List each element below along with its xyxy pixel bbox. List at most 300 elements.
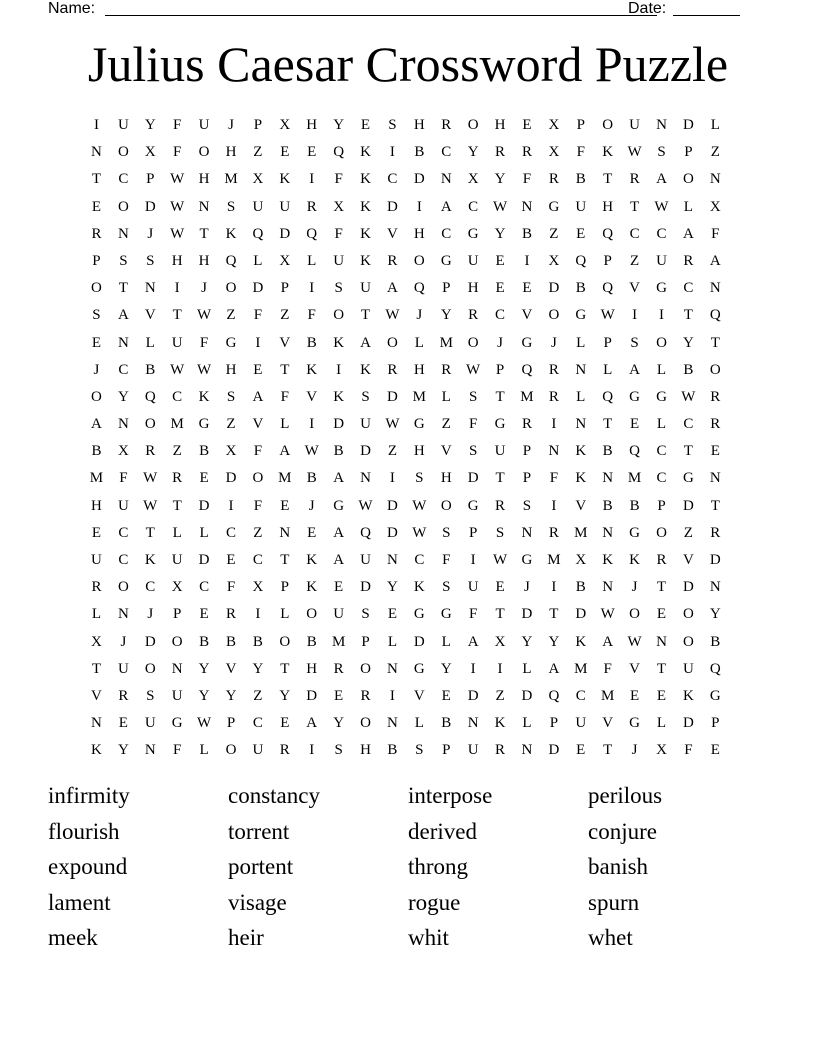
- grid-letter: N: [91, 715, 102, 732]
- grid-letter: P: [522, 470, 532, 487]
- grid-letter: I: [551, 416, 557, 433]
- grid-letter: D: [413, 633, 425, 650]
- grid-letter: Y: [494, 171, 506, 188]
- grid-letter: U: [91, 552, 102, 568]
- grid-letter: M: [439, 334, 453, 351]
- grid-letter: F: [119, 470, 128, 487]
- grid-letter: C: [414, 552, 425, 568]
- grid-letter: O: [279, 633, 291, 650]
- word-list-item: interpose: [408, 783, 493, 808]
- grid-letter: N: [521, 742, 533, 759]
- grid-letter: N: [360, 470, 371, 487]
- grid-letter: X: [575, 552, 587, 568]
- grid-letter: Z: [387, 443, 397, 460]
- grid-letter: H: [494, 117, 506, 133]
- grid-letter: K: [602, 552, 614, 568]
- grid-letter: D: [333, 416, 345, 433]
- grid-letter: P: [146, 171, 155, 188]
- grid-letter: R: [441, 361, 452, 378]
- grid-letter: J: [308, 497, 315, 514]
- grid-letter: P: [549, 715, 559, 732]
- grid-letter: O: [467, 117, 479, 133]
- grid-letter: S: [226, 198, 236, 215]
- grid-letter: X: [279, 117, 291, 133]
- grid-letter: O: [629, 606, 640, 623]
- grid-letter: J: [147, 225, 154, 242]
- grid-letter: P: [442, 280, 451, 297]
- grid-letter: S: [468, 443, 478, 460]
- grid-letter: D: [387, 497, 398, 514]
- grid-letter: D: [279, 225, 291, 242]
- grid-letter: W: [196, 361, 212, 378]
- grid-letter: Y: [117, 388, 129, 405]
- grid-letter: B: [521, 225, 532, 242]
- grid-letter: P: [173, 606, 182, 623]
- grid-letter: C: [656, 443, 667, 460]
- grid-letter: F: [253, 307, 263, 324]
- grid-letter: E: [495, 280, 505, 297]
- grid-letter: Y: [225, 687, 237, 704]
- grid-row: [83, 685, 729, 712]
- grid-letter: Z: [495, 687, 505, 704]
- grid-letter: L: [710, 117, 720, 133]
- grid-letter: R: [360, 687, 371, 704]
- grid-letter: K: [306, 552, 318, 568]
- grid-letter: O: [225, 280, 237, 297]
- grid-letter: U: [171, 552, 183, 568]
- grid-letter: L: [656, 715, 667, 732]
- grid-letter: H: [225, 361, 237, 378]
- grid-letter: M: [601, 687, 615, 704]
- grid-letter: A: [252, 388, 264, 405]
- grid-letter: T: [199, 225, 209, 242]
- grid-letter: I: [309, 280, 315, 297]
- grid-letter: G: [629, 388, 640, 405]
- grid-letter: N: [602, 524, 614, 541]
- grid-letter: E: [522, 280, 532, 297]
- grid-letter: O: [333, 307, 345, 324]
- grid-row: [83, 386, 729, 413]
- grid-letter: E: [280, 144, 290, 161]
- grid-letter: Q: [602, 280, 614, 297]
- grid-letter: G: [440, 606, 452, 623]
- grid-letter: B: [629, 497, 640, 514]
- grid-letter: P: [603, 252, 612, 269]
- grid-letter: H: [413, 117, 425, 133]
- grid-letter: L: [441, 633, 451, 650]
- grid-letter: W: [143, 470, 158, 487]
- grid-letter: R: [333, 660, 344, 677]
- grid-letter: I: [93, 117, 99, 133]
- date-line: [673, 15, 740, 16]
- grid-letter: E: [91, 198, 102, 215]
- grid-letter: Y: [440, 660, 452, 677]
- grid-letter: Z: [226, 307, 236, 324]
- grid-letter: C: [495, 307, 506, 324]
- grid-row: [83, 467, 729, 494]
- grid-letter: T: [629, 198, 640, 215]
- grid-letter: M: [224, 171, 238, 188]
- grid-letter: R: [548, 361, 559, 378]
- grid-letter: S: [361, 606, 370, 623]
- grid-letter: X: [252, 579, 264, 596]
- grid-letter: G: [467, 497, 479, 514]
- grid-letter: S: [146, 687, 155, 704]
- grid-letter: E: [387, 606, 397, 623]
- grid-letter: V: [413, 687, 425, 704]
- grid-letter: T: [280, 552, 290, 568]
- grid-letter: H: [440, 470, 452, 487]
- grid-letter: W: [170, 171, 185, 188]
- grid-letter: Q: [306, 225, 318, 242]
- grid-letter: Y: [494, 225, 506, 242]
- grid-row: [83, 576, 729, 603]
- grid-letter: H: [360, 742, 371, 759]
- grid-letter: S: [630, 334, 639, 351]
- grid-letter: K: [198, 388, 210, 405]
- grid-letter: R: [441, 117, 452, 133]
- grid-letter: Y: [198, 687, 210, 704]
- grid-letter: K: [360, 252, 371, 269]
- grid-row: [83, 712, 729, 739]
- grid-letter: R: [387, 252, 398, 269]
- grid-letter: N: [279, 524, 291, 541]
- grid-letter: D: [682, 715, 694, 732]
- grid-letter: I: [389, 687, 395, 704]
- grid-letter: B: [333, 443, 344, 460]
- grid-row: [83, 631, 729, 658]
- grid-letter: S: [442, 579, 451, 596]
- grid-letter: B: [683, 361, 694, 378]
- grid-letter: L: [280, 606, 290, 623]
- grid-letter: I: [228, 497, 234, 514]
- grid-letter: E: [441, 687, 451, 704]
- grid-row: [83, 413, 729, 440]
- header: [48, 0, 740, 20]
- grid-letter: T: [172, 497, 182, 514]
- grid-letter: S: [92, 307, 101, 324]
- grid-letter: O: [198, 144, 210, 161]
- grid-letter: W: [627, 633, 642, 650]
- word-list-item: whit: [408, 925, 449, 951]
- grid-letter: P: [576, 117, 585, 133]
- grid-letter: V: [440, 443, 452, 460]
- grid-letter: T: [495, 606, 505, 623]
- grid-letter: T: [710, 334, 720, 351]
- grid-letter: G: [413, 606, 425, 623]
- grid-letter: O: [117, 198, 129, 215]
- grid-letter: U: [467, 579, 479, 596]
- grid-letter: T: [91, 171, 102, 188]
- grid-letter: Q: [602, 388, 614, 405]
- grid-letter: T: [280, 361, 290, 378]
- grid-letter: D: [387, 198, 398, 215]
- grid-letter: N: [467, 715, 479, 732]
- grid-letter: R: [548, 524, 559, 541]
- grid-letter: U: [682, 660, 694, 677]
- grid-letter: P: [226, 715, 236, 732]
- grid-letter: Q: [252, 225, 264, 242]
- grid-row: [83, 304, 729, 331]
- grid-letter: Z: [280, 307, 290, 324]
- grid-letter: O: [709, 361, 721, 378]
- grid-letter: G: [333, 497, 345, 514]
- grid-letter: K: [279, 171, 291, 188]
- grid-letter: P: [657, 497, 666, 514]
- grid-letter: I: [551, 497, 557, 514]
- grid-row: [83, 196, 729, 223]
- grid-letter: F: [280, 388, 289, 405]
- grid-letter: E: [91, 524, 102, 541]
- grid-letter: V: [306, 388, 318, 405]
- grid-letter: A: [548, 660, 560, 677]
- grid-letter: G: [548, 198, 560, 215]
- grid-letter: A: [333, 552, 345, 568]
- grid-letter: A: [360, 334, 371, 351]
- grid-letter: J: [631, 742, 638, 759]
- grid-letter: B: [387, 742, 398, 759]
- grid-letter: E: [91, 334, 102, 351]
- word-list-item: constancy: [228, 783, 320, 808]
- grid-letter: U: [117, 117, 129, 133]
- grid-letter: Y: [709, 606, 721, 623]
- grid-letter: N: [602, 579, 614, 596]
- grid-letter: O: [602, 117, 614, 133]
- word-list-item: conjure: [588, 818, 657, 844]
- grid-letter: E: [199, 606, 209, 623]
- page-title: Julius Caesar Crossword Puzzle: [87, 36, 729, 92]
- grid-letter: D: [306, 687, 318, 704]
- grid-letter: D: [467, 687, 479, 704]
- grid-letter: N: [440, 171, 452, 188]
- grid-letter: M: [574, 660, 588, 677]
- grid-letter: Y: [333, 117, 345, 133]
- grid-row: [83, 250, 729, 277]
- grid-letter: V: [144, 307, 156, 324]
- grid-letter: W: [170, 361, 185, 378]
- grid-letter: C: [683, 280, 694, 297]
- grid-letter: B: [306, 633, 317, 650]
- grid-letter: Z: [172, 443, 182, 460]
- grid-letter: F: [522, 171, 532, 188]
- grid-letter: R: [91, 225, 102, 242]
- grid-letter: W: [196, 715, 212, 732]
- grid-letter: A: [629, 361, 640, 378]
- grid-letter: W: [492, 198, 508, 215]
- grid-letter: F: [173, 144, 182, 161]
- grid-letter: C: [656, 225, 667, 242]
- grid-letter: D: [387, 524, 398, 541]
- grid-letter: I: [470, 552, 476, 568]
- grid-letter: L: [253, 252, 263, 269]
- grid-letter: G: [656, 388, 667, 405]
- grid-letter: U: [575, 715, 587, 732]
- grid-letter: N: [144, 280, 156, 297]
- grid-letter: U: [144, 715, 156, 732]
- grid-letter: L: [576, 388, 586, 405]
- grid-letter: H: [413, 225, 425, 242]
- grid-letter: G: [521, 552, 533, 568]
- name-line: [105, 15, 657, 16]
- grid-letter: B: [199, 633, 210, 650]
- grid-row: [83, 277, 729, 304]
- grid-letter: U: [629, 117, 640, 133]
- grid-letter: D: [413, 171, 425, 188]
- grid-letter: K: [413, 579, 425, 596]
- grid-letter: Y: [548, 633, 560, 650]
- grid-letter: W: [654, 198, 669, 215]
- grid-letter: G: [225, 334, 237, 351]
- grid-letter: V: [575, 497, 587, 514]
- grid-letter: P: [361, 633, 370, 650]
- grid-letter: T: [603, 416, 613, 433]
- grid-letter: L: [145, 334, 155, 351]
- grid-letter: W: [492, 552, 508, 568]
- grid-letter: S: [388, 117, 397, 133]
- grid-letter: E: [199, 470, 209, 487]
- grid-letter: E: [280, 715, 290, 732]
- grid-letter: B: [306, 334, 317, 351]
- grid-letter: V: [279, 334, 291, 351]
- grid-row: [83, 141, 729, 168]
- grid-letter: N: [656, 633, 667, 650]
- grid-letter: D: [144, 198, 156, 215]
- grid-letter: L: [656, 416, 667, 433]
- grid-letter: N: [709, 171, 721, 188]
- grid-row: [83, 359, 729, 386]
- grid-letter: E: [629, 416, 640, 433]
- grid-letter: K: [306, 579, 318, 596]
- grid-letter: S: [361, 388, 370, 405]
- grid-letter: G: [494, 416, 506, 433]
- grid-letter: C: [575, 687, 586, 704]
- grid-letter: N: [387, 552, 398, 568]
- grid-letter: Q: [709, 660, 721, 677]
- grid-letter: Q: [333, 144, 345, 161]
- grid-letter: H: [171, 252, 183, 269]
- grid-letter: W: [385, 307, 400, 324]
- grid-letter: O: [171, 633, 183, 650]
- grid-letter: W: [170, 198, 185, 215]
- grid-letter: Q: [548, 687, 560, 704]
- grid-letter: O: [682, 606, 694, 623]
- grid-letter: K: [494, 715, 506, 732]
- grid-letter: U: [171, 334, 183, 351]
- word-search-grid: [83, 114, 729, 767]
- grid-letter: Y: [440, 307, 452, 324]
- grid-letter: L: [603, 361, 613, 378]
- grid-letter: B: [91, 443, 102, 460]
- grid-letter: C: [656, 470, 667, 487]
- grid-letter: R: [521, 144, 532, 161]
- word-list-item: throng: [408, 854, 469, 880]
- grid-letter: I: [389, 470, 395, 487]
- grid-letter: I: [174, 280, 180, 297]
- grid-letter: T: [549, 606, 559, 623]
- grid-letter: I: [551, 579, 557, 596]
- grid-letter: C: [683, 416, 694, 433]
- grid-letter: K: [360, 198, 371, 215]
- grid-letter: N: [548, 443, 560, 460]
- grid-letter: E: [710, 443, 720, 460]
- grid-letter: X: [548, 252, 560, 269]
- grid-letter: I: [470, 660, 476, 677]
- grid-letter: O: [682, 633, 694, 650]
- grid-row: [83, 332, 729, 359]
- grid-letter: E: [576, 225, 586, 242]
- grid-letter: C: [468, 198, 479, 215]
- grid-letter: E: [226, 552, 236, 568]
- grid-letter: B: [710, 633, 721, 650]
- grid-letter: D: [144, 633, 156, 650]
- grid-letter: S: [442, 524, 451, 541]
- grid-letter: D: [225, 470, 237, 487]
- grid-letter: R: [468, 307, 479, 324]
- grid-letter: V: [629, 280, 640, 297]
- grid-letter: M: [520, 388, 534, 405]
- grid-letter: D: [198, 497, 210, 514]
- grid-letter: O: [387, 334, 398, 351]
- grid-letter: Y: [198, 660, 210, 677]
- grid-letter: D: [682, 579, 694, 596]
- grid-letter: O: [548, 307, 560, 324]
- grid-row: [83, 658, 729, 685]
- grid-letter: T: [603, 171, 613, 188]
- grid-letter: U: [198, 117, 210, 133]
- grid-letter: C: [441, 144, 452, 161]
- word-list-item: whet: [588, 925, 633, 951]
- grid-letter: O: [117, 144, 129, 161]
- grid-letter: X: [225, 443, 237, 460]
- grid-letter: T: [118, 280, 128, 297]
- grid-letter: R: [495, 497, 506, 514]
- date-label: Date:: [628, 0, 667, 17]
- grid-letter: O: [144, 660, 156, 677]
- grid-letter: I: [389, 144, 395, 161]
- grid-letter: A: [117, 307, 129, 324]
- grid-letter: M: [412, 388, 426, 405]
- grid-letter: N: [709, 579, 721, 596]
- grid-letter: I: [309, 416, 315, 433]
- grid-letter: B: [575, 579, 586, 596]
- grid-letter: E: [280, 497, 290, 514]
- grid-letter: L: [522, 715, 532, 732]
- grid-letter: G: [709, 687, 721, 704]
- grid-letter: C: [118, 171, 129, 188]
- grid-letter: L: [414, 334, 424, 351]
- grid-letter: K: [575, 443, 587, 460]
- grid-row: [83, 549, 729, 576]
- grid-letter: N: [91, 144, 102, 161]
- grid-letter: L: [387, 633, 397, 650]
- grid-letter: A: [682, 225, 694, 242]
- grid-letter: F: [173, 742, 182, 759]
- grid-letter: P: [684, 144, 693, 161]
- grid-letter: W: [358, 497, 373, 514]
- grid-letter: U: [279, 198, 291, 215]
- grid-letter: C: [118, 524, 129, 541]
- grid-letter: T: [495, 388, 505, 405]
- grid-letter: R: [495, 742, 506, 759]
- grid-letter: K: [333, 388, 345, 405]
- grid-letter: A: [709, 252, 721, 269]
- grid-letter: O: [467, 334, 479, 351]
- grid-letter: O: [360, 660, 371, 677]
- grid-letter: B: [199, 443, 210, 460]
- grid-letter: W: [385, 416, 400, 433]
- grid-letter: D: [360, 443, 371, 460]
- grid-letter: T: [656, 579, 667, 596]
